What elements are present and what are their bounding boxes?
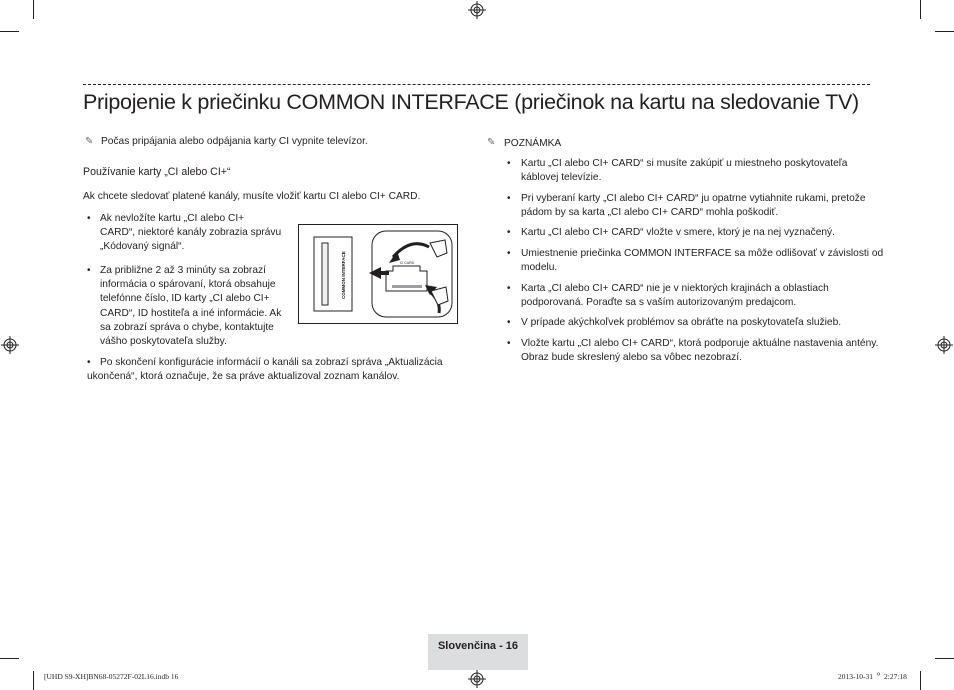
crop-mark — [0, 31, 19, 32]
crop-mark — [33, 0, 34, 19]
list-item-line: Za približne 2 až 3 minúty sa zobrazí — [100, 265, 266, 276]
ci-card-illustration — [298, 224, 458, 324]
list-item-continuation: ukončená“, ktorá označuje, že sa práve aktualizoval zoznam kanálov. — [87, 371, 400, 382]
list-item — [521, 192, 866, 220]
list-item-line: telefónne číslo, ID karty „CI alebo CI+ — [100, 293, 270, 305]
list-item — [100, 264, 281, 349]
list-item-line: káblovej televízie. — [521, 172, 602, 184]
list-item-line: sa zobrazí správa o chybe, kontaktujte — [100, 321, 274, 333]
list-item-line: podporovaná. Poraďte sa s vaším autorizovaným predajcom. — [521, 297, 797, 309]
ci-slot-diagram-icon — [299, 225, 457, 323]
crop-mark — [935, 658, 954, 659]
page-title: Pripojenie k priečinku COMMON INTERFACE (priečinok na kartu na sledovanie TV) — [83, 90, 859, 114]
list-item-line: Karta „CI alebo CI+ CARD“ nie je v niektorých krajinách a oblastiach — [521, 283, 829, 294]
list-item-line: „Kódovaný signál“. — [100, 241, 185, 253]
crop-mark — [935, 31, 954, 32]
list-item — [521, 316, 841, 330]
list-item-line: vášho poskytovateľa služby. — [100, 336, 227, 348]
list-item — [521, 337, 878, 365]
list-item-line: Po skončení konfigurácie informácií o kanáli sa zobrazí správa „Aktualizácia — [100, 357, 443, 368]
list-item-line: Pri vyberaní karty „CI alebo CI+ CARD“ ju opatrne vytiahnite rukami, pretože — [521, 193, 866, 204]
list-item-line: CARD“, niektoré kanály zobrazia správu — [100, 227, 282, 239]
crop-mark — [0, 658, 19, 659]
print-slug-left: [UHD S9-XH]BN68-05272F-02L16.indb 16 — [44, 672, 179, 681]
bullet-icon: • — [87, 357, 91, 368]
list-item — [521, 226, 835, 240]
registration-mark-icon — [468, 1, 486, 19]
note-heading: POZNÁMKA — [504, 138, 562, 149]
list-item — [521, 247, 883, 275]
list-item — [521, 282, 829, 310]
bullet-icon: • — [87, 265, 91, 276]
list-item-line: modelu. — [521, 262, 558, 274]
bullet-icon: • — [507, 338, 511, 349]
list-item-line: Obraz bude skreslený alebo sa vôbec nezobrazí. — [521, 352, 742, 364]
list-item — [100, 356, 443, 370]
note-text: Počas pripájania alebo odpájania karty CI vypnite televízor. — [101, 136, 368, 147]
intro-text: Ak chcete sledovať platené kanály, musíte vložiť kartu CI alebo CI+ CARD. — [83, 191, 421, 202]
list-item-line: Umiestnenie priečinka COMMON INTERFACE sa môže odlišovať v závislosti od — [521, 248, 884, 259]
crop-mark — [920, 0, 921, 19]
list-item-line: Kartu „CI alebo CI+ CARD“ vložte v smere, ktorý je na nej vyznačený. — [521, 227, 835, 238]
dashed-rule — [83, 84, 870, 85]
bullet-icon: • — [507, 193, 511, 204]
bullet-icon: • — [507, 248, 511, 259]
bullet-icon: • — [507, 227, 511, 238]
registration-mark-icon — [1, 336, 19, 354]
crop-mark — [920, 671, 921, 690]
slot-label: COMMON INTERFACE — [341, 251, 346, 299]
page-number: Slovenčina - 16 — [437, 640, 519, 652]
list-item — [521, 157, 847, 185]
bullet-icon: • — [507, 283, 511, 294]
bullet-icon: • — [507, 158, 511, 169]
list-item-line: pádom by sa karta „CI alebo CI+ CARD“ mohla poškodiť. — [521, 207, 779, 219]
list-item-line: Ak nevložíte kartu „CI alebo CI+ — [100, 213, 245, 224]
list-item-line: CARD“, ID hostiteľa a iné informácie. Ak — [100, 307, 282, 319]
section-subheading: Používanie karty „CI alebo CI+“ — [83, 166, 231, 178]
list-item-line: informácia o spárovaní, ktorá obsahuje — [100, 279, 276, 291]
registration-mark-icon — [468, 670, 486, 688]
list-item-line: Vložte kartu „CI alebo CI+ CARD“, ktorá podporuje aktuálne nastavenia antény. — [521, 338, 879, 349]
print-slug-right: 2013-10-31 ᄋ 2:27:18 — [838, 672, 907, 681]
crop-mark — [33, 671, 34, 690]
list-item-line: V prípade akýchkoľvek problémov sa obráťte na poskytovateľa služieb. — [521, 317, 842, 328]
card-label: CI CARD — [399, 261, 415, 265]
list-item — [100, 212, 281, 255]
bullet-icon: • — [87, 213, 91, 224]
registration-mark-icon — [935, 336, 953, 354]
note-pencil-icon: ✎ — [85, 136, 94, 147]
bullet-icon: • — [507, 317, 511, 328]
list-item-line: Kartu „CI alebo CI+ CARD“ si musíte zakúpiť u miestneho poskytovateľa — [521, 158, 848, 169]
note-pencil-icon: ✎ — [487, 137, 496, 148]
